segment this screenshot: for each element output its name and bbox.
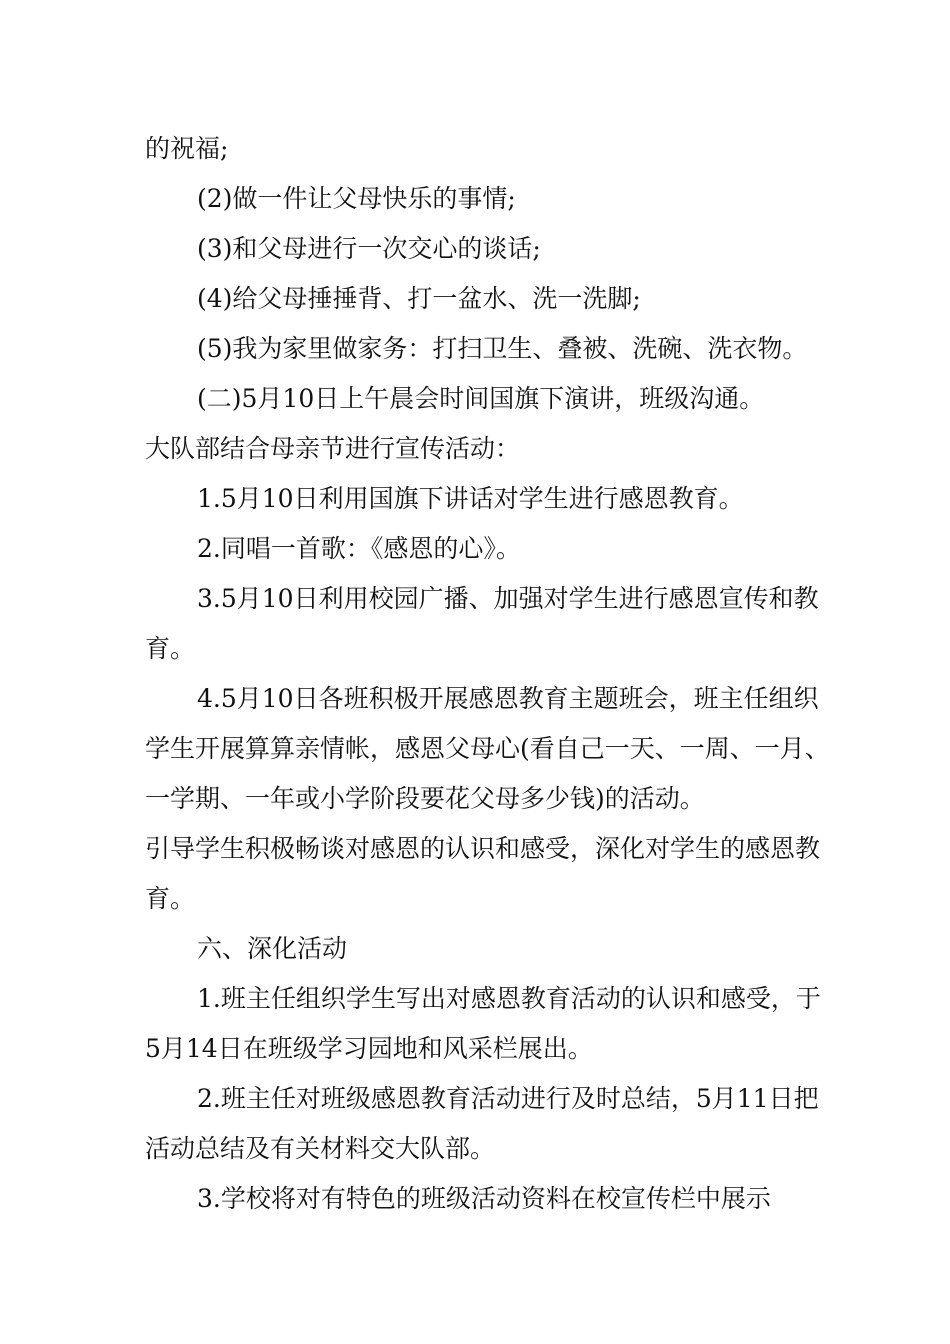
paragraph-deepen-3: 3.学校将对有特色的班级活动资料在校宣传栏中展示 xyxy=(197,1184,771,1213)
section-heading-deepen: 六、深化活动 xyxy=(197,934,348,963)
paragraph-item-4: (4)给父母捶捶背、打一盆水、洗一洗脚; xyxy=(197,284,641,313)
paragraph-deepen-1: 1.班主任组织学生写出对感恩教育活动的认识和感受，于5月14日在班级学习园地和风采栏展出。 xyxy=(145,984,821,1063)
paragraph-step-3: 3.5月10日利用校园广播、加强对学生进行感恩宣传和教育。 xyxy=(145,584,819,663)
paragraph-item-3: (3)和父母进行一次交心的谈话; xyxy=(197,234,541,263)
paragraph-item-2: (2)做一件让父母快乐的事情; xyxy=(197,184,516,213)
paragraph-deepen-2: 2.班主任对班级感恩教育活动进行及时总结，5月11日把活动总结及有关材料交大队部。 xyxy=(145,1084,819,1163)
paragraph-blessing-end: 的祝福; xyxy=(145,134,229,163)
document-body xyxy=(145,124,835,1224)
paragraph-guide-students: 引导学生积极畅谈对感恩的认识和感受，深化对学生的感恩教育。 xyxy=(145,834,821,913)
paragraph-step-4: 4.5月10日各班积极开展感恩教育主题班会，班主任组织学生开展算算亲情帐，感恩父母心(看自己一天、一周、一月、一学期、一年或小学阶段要花父母多少钱)的活动。 xyxy=(145,684,830,813)
paragraph-item-5: (5)我为家里做家务：打扫卫生、叠被、洗碗、洗衣物。 xyxy=(197,334,808,363)
paragraph-section-2: (二)5月10日上午晨会时间国旗下演讲，班级沟通。 xyxy=(197,384,765,413)
paragraph-step-2: 2.同唱一首歌：《感恩的心》。 xyxy=(197,534,521,563)
paragraph-brigade-promo: 大队部结合母亲节进行宣传活动： xyxy=(145,434,521,463)
paragraph-step-1: 1.5月10日利用国旗下讲话对学生进行感恩教育。 xyxy=(197,484,744,513)
